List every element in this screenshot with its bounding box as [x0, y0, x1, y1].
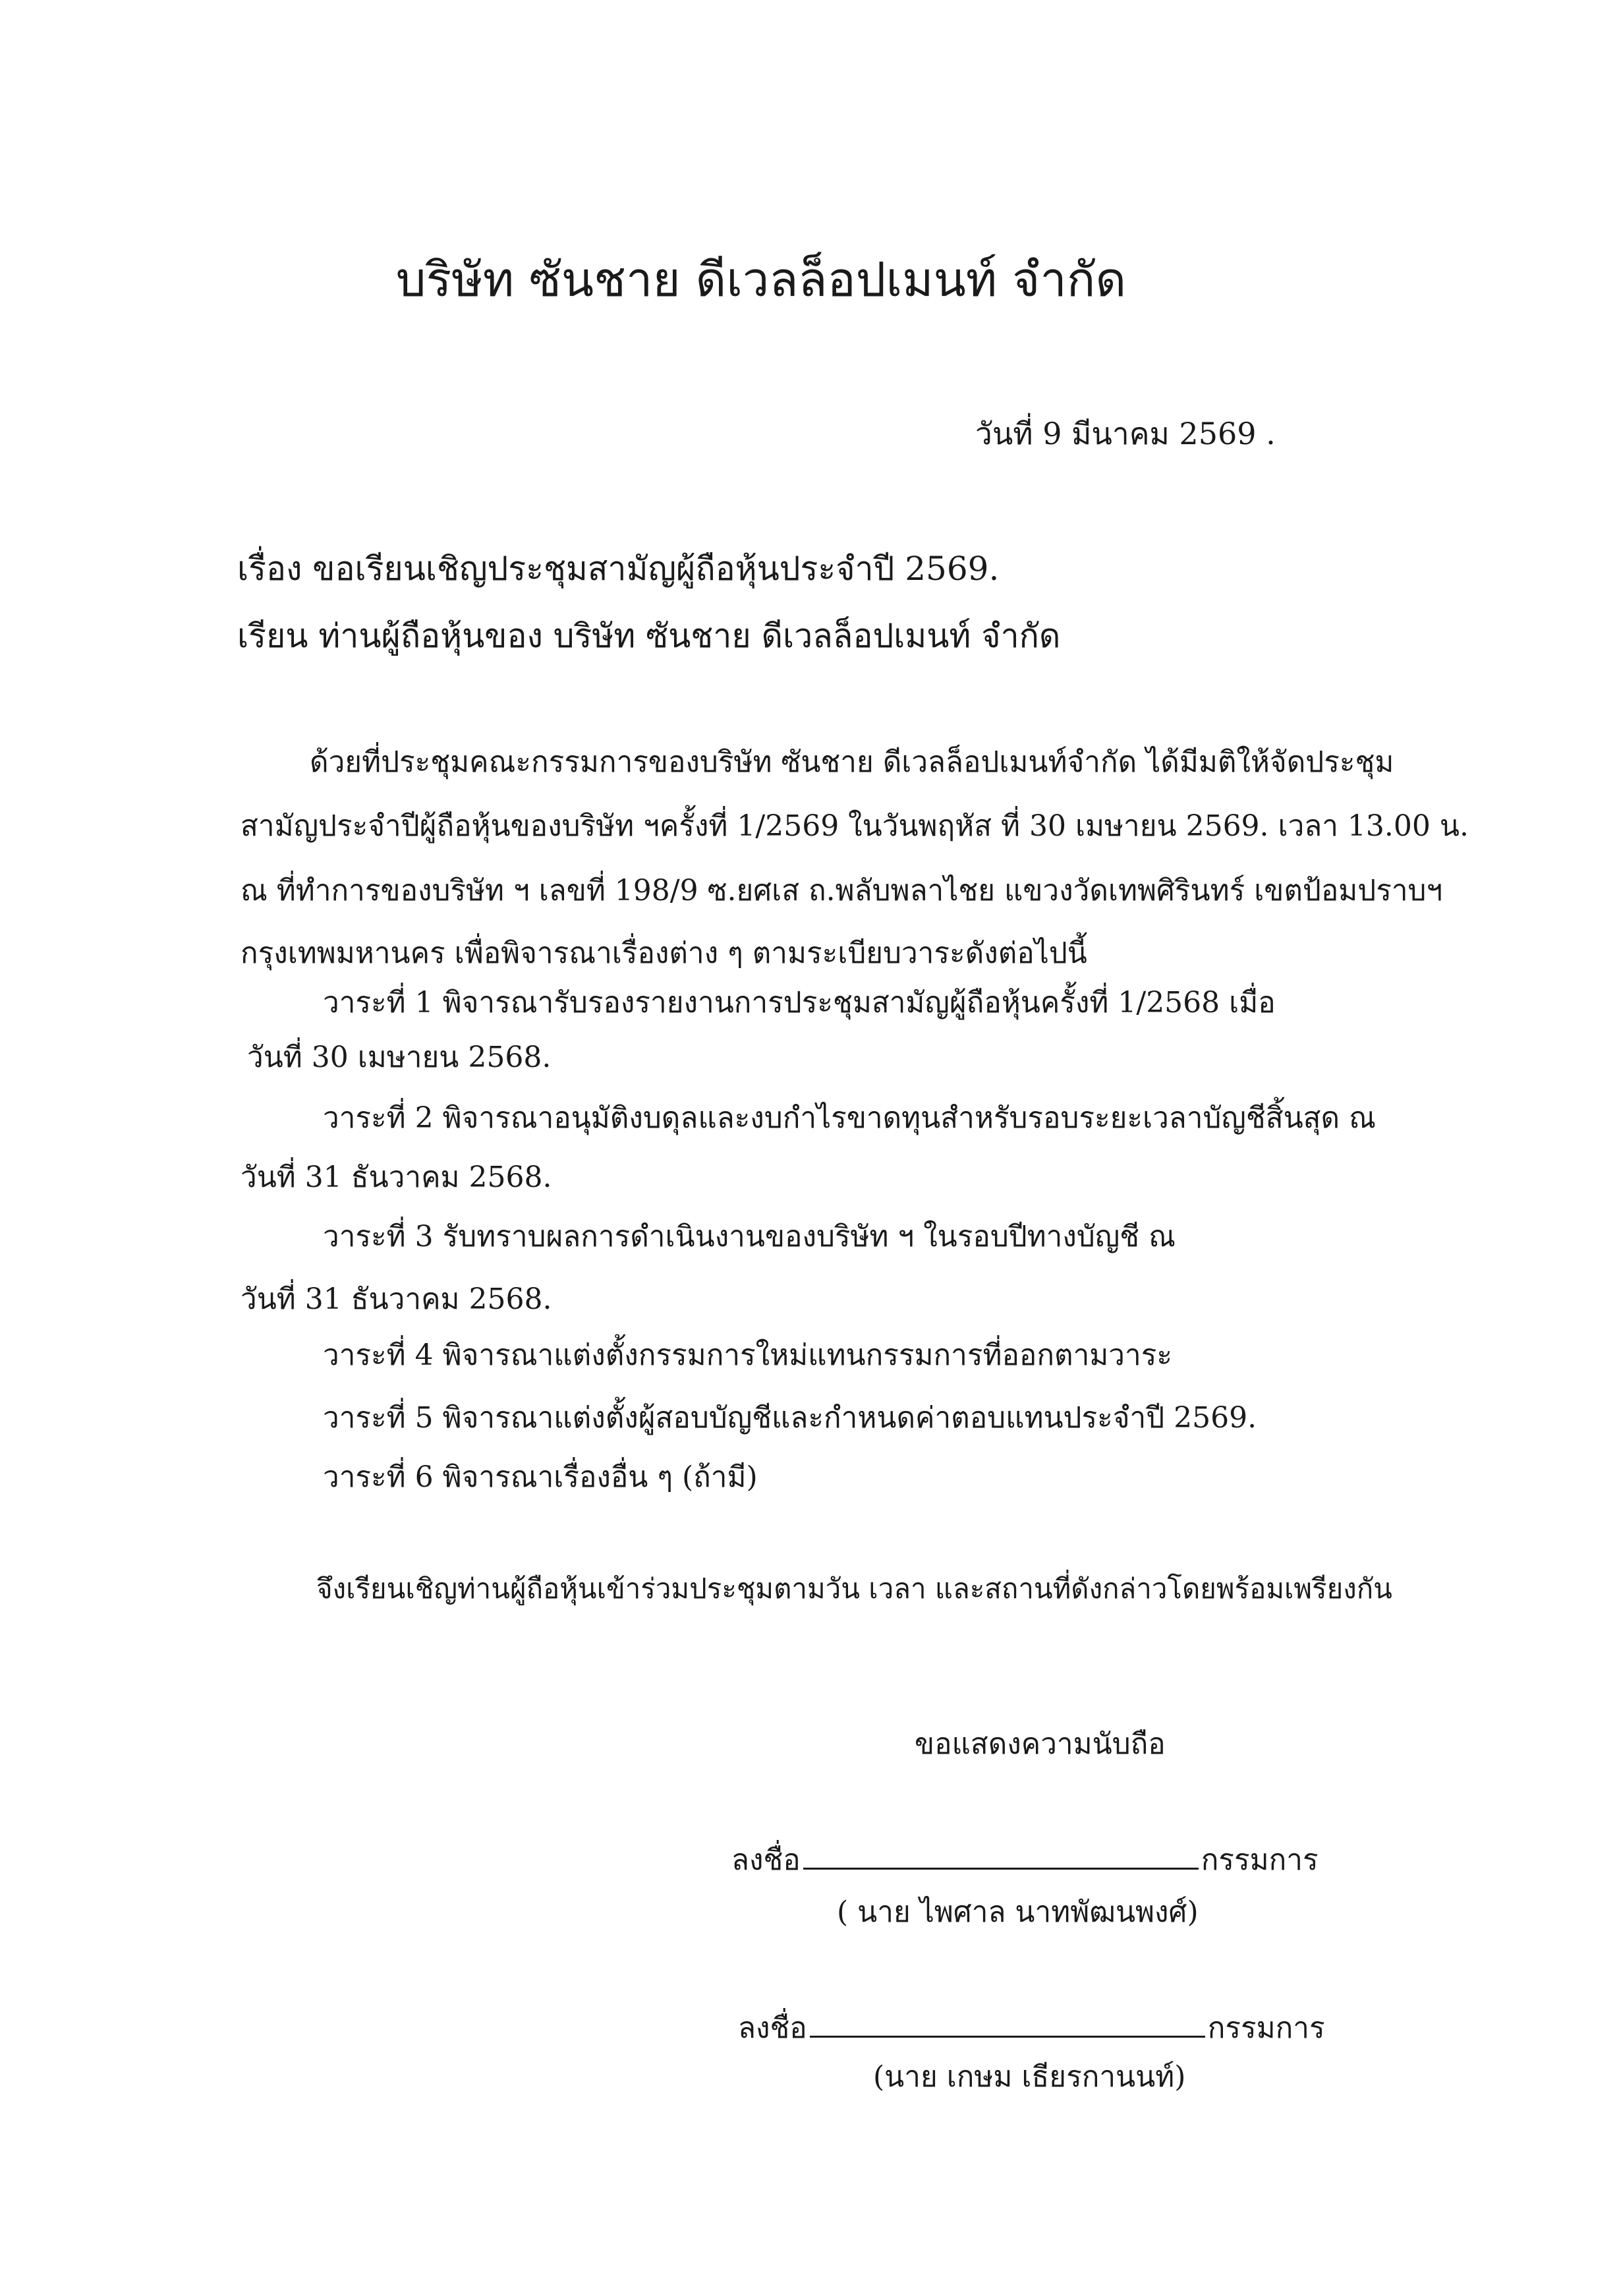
document-date: วันที่ 9 มีนาคม 2569 .: [975, 416, 1276, 451]
agenda-2: วาระที่ 2 พิจารณาอนุมัติงบดุลและงบกำไรขาดทุนสำหรับรอบระยะเวลาบัญชีสิ้นสุด ณ: [323, 1101, 1376, 1135]
agenda-1-date: วันที่ 30 เมษายน 2568.: [247, 1041, 552, 1074]
company-title: บริษัท ซันชาย ดีเวลล็อปเมนท์ จำกัด: [395, 252, 1127, 307]
intro-line-4: กรุงเทพมหานคร เพื่อพิจารณาเรื่องต่าง ๆ ตามระเบียบวาระดังต่อไปนี้: [241, 936, 1087, 970]
agenda-4: วาระที่ 4 พิจารณาแต่งตั้งกรรมการใหม่แทนกรรมการที่ออกตามวาระ: [323, 1338, 1172, 1372]
signature-line: [803, 1839, 1199, 1870]
agenda-3-date: วันที่ 31 ธันวาคม 2568.: [241, 1282, 552, 1316]
regards: ขอแสดงความนับถือ: [915, 1727, 1166, 1761]
signatory-name-2: (นาย เกษม เธียรกานนท์): [873, 2060, 1186, 2094]
recipient-line: เรียน ท่านผู้ถือหุ้นของ บริษัท ซันชาย ดีเวลล็อปเมนท์ จำกัด: [237, 617, 1061, 655]
signature-role: กรรมการ: [1201, 1843, 1319, 1877]
intro-line-3: ณ ที่ทำการของบริษัท ฯ เลขที่ 198/9 ซ.ยศเส ถ.พลับพลาไชย แขวงวัดเทพศิรินทร์ เขตป้อมปราบฯ: [241, 874, 1443, 907]
intro-line-2: สามัญประจำปีผู้ถือหุ้นของบริษัท ฯครั้งที่ 1/2569 ในวันพฤหัส ที่ 30 เมษายน 2569. เวลา 13.00 น.: [241, 809, 1469, 843]
agenda-6: วาระที่ 6 พิจารณาเรื่องอื่น ๆ (ถ้ามี): [323, 1460, 758, 1494]
signature-block-2: [738, 2007, 1325, 2043]
intro-line-1: ด้วยที่ประชุมคณะกรรมการของบริษัท ซันชาย ดีเวลล็อปเมนท์จำกัด ได้มีมติให้จัดประชุม: [310, 745, 1394, 779]
signature-role: กรรมการ: [1207, 2011, 1325, 2045]
agenda-2-date: วันที่ 31 ธันวาคม 2568.: [241, 1161, 552, 1194]
agenda-5: วาระที่ 5 พิจารณาแต่งตั้งผู้สอบบัญชีและกำหนดค่าตอบแทนประจำปี 2569.: [323, 1401, 1257, 1435]
closing-statement: จึงเรียนเชิญท่านผู้ถือหุ้นเข้าร่วมประชุมตามวัน เวลา และสถานที่ดังกล่าวโดยพร้อมเพรียงกัน: [316, 1572, 1392, 1605]
agenda-3: วาระที่ 3 รับทราบผลการดำเนินงานของบริษัท ฯ ในรอบปีทางบัญชี ณ: [323, 1220, 1176, 1253]
signatory-name-1: ( นาย ไพศาล นาทพัฒนพงศ์): [837, 1895, 1199, 1929]
sign-label: ลงชื่อ: [738, 2011, 807, 2045]
agenda-1: วาระที่ 1 พิจารณารับรองรายงานการประชุมสามัญผู้ถือหุ้นครั้งที่ 1/2568 เมื่อ: [323, 986, 1276, 1019]
signature-block-1: [731, 1839, 1319, 1875]
sign-label: ลงชื่อ: [731, 1843, 801, 1877]
signature-line: [810, 2007, 1205, 2038]
subject-line: เรื่อง ขอเรียนเชิญประชุมสามัญผู้ถือหุ้นประจำปี 2569.: [237, 550, 1000, 588]
